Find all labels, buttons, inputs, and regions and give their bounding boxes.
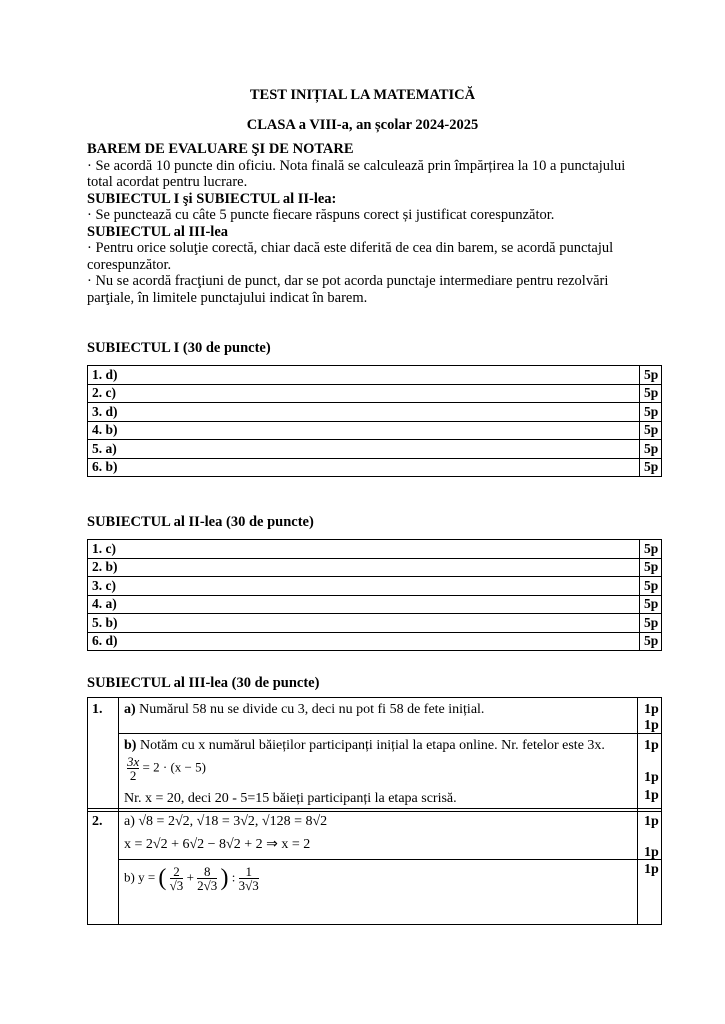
table-border-bottom	[87, 924, 662, 925]
rules-p3-line2: corespunzător.	[87, 256, 172, 273]
points-cell: 5p	[640, 440, 662, 459]
q2b-f3-num: 1	[245, 864, 252, 879]
table-row	[88, 558, 662, 577]
table-row-divider	[87, 808, 662, 809]
q1a-label: a)	[124, 702, 136, 717]
points-cell: 5p	[640, 595, 662, 614]
q2a-line2: x = 2√2 + 6√2 − 8√2 + 2 ⇒ x = 2	[124, 837, 311, 852]
answer-cell: 1. c)	[88, 540, 640, 559]
q2b-points-1: 1p	[644, 862, 659, 877]
rules-p2: · Se punctează cu câte 5 puncte fiecare răspuns corect și justificat corespunzător.	[87, 207, 555, 223]
table-row	[88, 440, 662, 459]
answer-cell: 2. b)	[88, 558, 640, 577]
q2a-line1: a) √8 = 2√2, √18 = 3√2, √128 = 8√2	[124, 814, 328, 829]
q1b-fraction	[127, 755, 139, 782]
q2b-prefix: b) y =	[124, 869, 156, 885]
table-row	[88, 403, 662, 422]
open-paren: (	[158, 865, 167, 891]
answer-cell: 3. d)	[88, 403, 640, 422]
q1b-points-2: 1p	[644, 770, 659, 785]
q1b-label: b)	[124, 738, 137, 753]
table-row	[88, 540, 662, 559]
points-cell: 5p	[640, 632, 662, 651]
q1b-body: Notăm cu x numărul băieților participanți inițial la etapa online. Nr. fetelor este 3x.	[136, 738, 605, 753]
q2b-f1-num: 2	[173, 864, 180, 879]
q1b-equation	[127, 755, 206, 782]
q2b-equation	[124, 865, 259, 892]
s1-title: SUBIECTUL I (30 de puncte)	[87, 340, 271, 356]
points-cell: 5p	[640, 540, 662, 559]
q1a-body: Numărul 58 nu se divide cu 3, deci nu pot fi 58 de fete inițial.	[135, 702, 485, 717]
q1b-line3: Nr. x = 20, deci 20 - 5=15 băieți participanți la etapa scrisă.	[124, 791, 457, 806]
answer-cell: 4. a)	[88, 595, 640, 614]
points-cell: 5p	[640, 384, 662, 403]
q2b-f3-den: 3√3	[238, 878, 259, 893]
close-paren: )	[220, 865, 229, 891]
answer-cell: 5. b)	[88, 614, 640, 633]
answer-cell: 6. b)	[88, 458, 640, 477]
q2a-points-2: 1p	[644, 845, 659, 860]
table-row-divider	[118, 859, 662, 860]
q2a-points-1: 1p	[644, 814, 659, 829]
rules-p4-line2: parţiale, în limitele punctajului indicat în barem.	[87, 289, 368, 306]
rules-p1-line1: · Se acordă 10 puncte din oficiu. Nota finală se calculează prin împărțirea la 10 a punctajului	[87, 157, 626, 174]
rules-p4-line1: · Nu se acordă fracţiuni de punct, dar se pot acorda punctaje intermediare pentru rezolvări	[87, 273, 609, 289]
q2b-fraction-2	[197, 865, 217, 892]
table-row	[88, 421, 662, 440]
plus-sign: +	[186, 869, 194, 885]
s2-title: SUBIECTUL al II-lea (30 de puncte)	[87, 514, 314, 530]
table-row-divider	[87, 811, 662, 812]
table-row	[88, 632, 662, 651]
q1a-points-1: 1p	[644, 702, 659, 717]
table-row	[88, 577, 662, 596]
q1b-equation-rhs: = 2 · (x − 5)	[142, 759, 206, 775]
table-row	[88, 595, 662, 614]
table-row	[88, 384, 662, 403]
answer-cell: 1. d)	[88, 366, 640, 385]
colon-sign: :	[231, 869, 236, 885]
points-cell: 5p	[640, 577, 662, 596]
q1-number: 1.	[92, 702, 103, 717]
answer-cell: 5. a)	[88, 440, 640, 459]
points-cell: 5p	[640, 558, 662, 577]
table-row	[88, 458, 662, 477]
q1b-fraction-num: 3x	[127, 754, 140, 769]
q1b-text	[124, 738, 636, 754]
title-test: TEST INIȚIAL LA MATEMATICĂ	[249, 87, 476, 103]
s2-table	[87, 539, 662, 651]
q2b-fraction-3	[239, 865, 259, 892]
points-cell: 5p	[640, 403, 662, 422]
table-row-divider	[118, 733, 662, 734]
points-cell: 5p	[640, 421, 662, 440]
points-cell: 5p	[640, 458, 662, 477]
answer-cell: 3. c)	[88, 577, 640, 596]
points-cell: 5p	[640, 614, 662, 633]
q2b-fraction-1	[170, 865, 184, 892]
s3-table	[87, 697, 662, 925]
s3-title: SUBIECTUL al III-lea (30 de puncte)	[87, 675, 320, 691]
q2-number: 2.	[92, 814, 103, 829]
rules-section	[87, 141, 667, 306]
rules-h3: SUBIECTUL al III-lea	[87, 223, 229, 240]
answer-cell: 2. c)	[88, 384, 640, 403]
rules-p3-line1: · Pentru orice soluţie corectă, chiar dacă este diferită de cea din barem, se acordă punctajul	[87, 240, 614, 256]
q2b-f2-den: 2√3	[197, 878, 218, 893]
q1b-points-3: 1p	[644, 788, 659, 803]
table-border-top	[87, 697, 662, 698]
table-row	[88, 614, 662, 633]
rules-p1-line2: total acordat pentru lucrare.	[87, 174, 248, 190]
s1-table	[87, 365, 662, 477]
q2b-f1-den: √3	[169, 878, 184, 893]
rules-heading: BAREM DE EVALUARE ŞI DE NOTARE	[87, 141, 354, 157]
table-row	[88, 366, 662, 385]
q1a-points-2: 1p	[644, 718, 659, 733]
answer-cell: 4. b)	[88, 421, 640, 440]
points-cell: 5p	[640, 366, 662, 385]
q1b-points-1: 1p	[644, 738, 659, 753]
answer-cell: 6. d)	[88, 632, 640, 651]
q1a-text	[124, 702, 634, 718]
q1b-fraction-den: 2	[127, 768, 139, 782]
q2b-f2-num: 8	[203, 864, 211, 879]
title-class: CLASA a VIII-a, an școlar 2024-2025	[246, 117, 479, 133]
rules-h2: SUBIECTUL I şi SUBIECTUL al II-lea:	[87, 190, 337, 207]
